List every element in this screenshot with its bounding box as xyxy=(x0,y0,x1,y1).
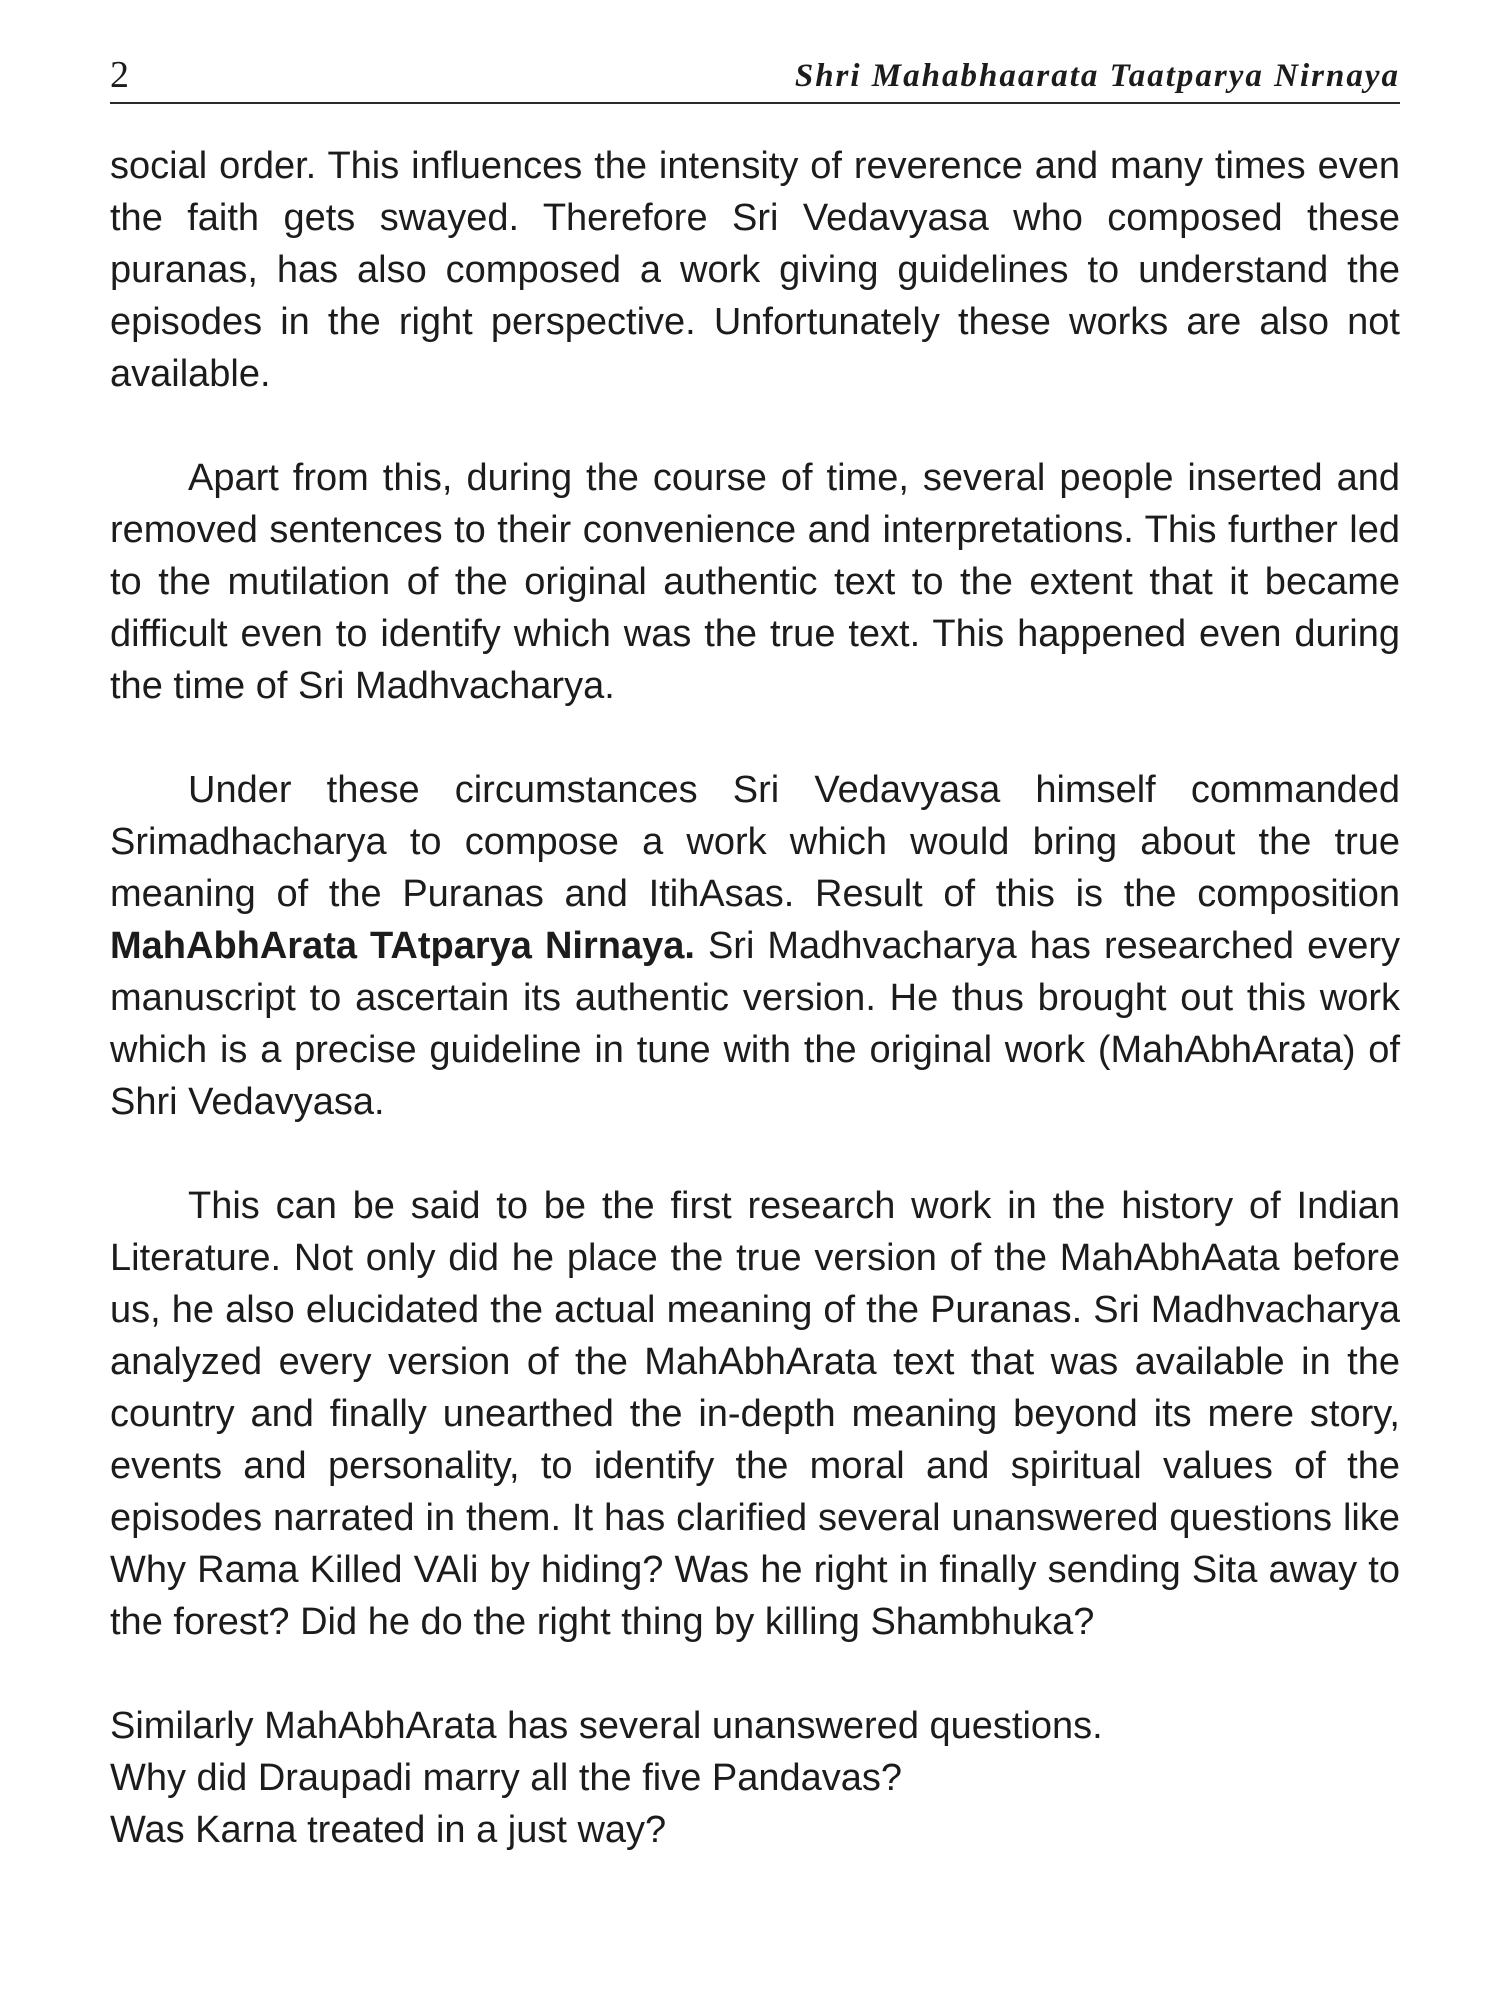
running-title: Shri Mahabhaarata Taatparya Nirnaya xyxy=(794,58,1400,94)
paragraph-composition xyxy=(110,764,1400,1128)
paragraph-mutilation: Apart from this, during the course of time, several people inserted and removed sentences to their convenience and interpretations. This further led to the mutilation of the original authentic text to the extent that it became difficult even to identify which was the true text. This happened even during the time of Sri Madhvacharya. xyxy=(110,457,1400,707)
paragraph-research-work: This can be said to be the first research work in the history of Indian Literature. Not only did he place the true version of the MahAbhAata before us, he also elucidated the actual meaning of the Puranas. Sri Madhvacharya analyzed every version of the MahAbhArata text that was available in the country and finally unearthed the in-depth meaning beyond its mere story, events and personality, to identify the moral and spiritual values of the episodes narrated in them. It has clarified several unanswered questions like Why Rama Killed VAli by hiding? Was he right in finally sending Sita away to the forest? Did he do the right thing by killing Shambhuka? xyxy=(110,1185,1400,1643)
closing-line: Why did Draupadi marry all the five Pandavas? xyxy=(110,1757,903,1799)
paragraph-composition-text-before: Under these circumstances Sri Vedavyasa himself commanded Srimadhacharya to compose a work which would bring about the true meaning of the Puranas and ItihAsas. Result of this is the composition xyxy=(110,769,1400,915)
closing-line: Was Karna treated in a just way? xyxy=(110,1809,667,1851)
paragraph-composition-text-after: Sri Madhvacharya has researched every manuscript to ascertain its authentic version. He thus brought out this work which is a precise guideline in tune with the original work (MahAbhArata) of Shri Vedavyasa. xyxy=(110,925,1401,1123)
body-text xyxy=(110,140,1400,1856)
page-number: 2 xyxy=(110,54,129,96)
page-header xyxy=(110,52,1400,104)
work-title-bold: MahAbhArata TAtparya Nirnaya. xyxy=(110,925,695,967)
paragraph-social-order: social order. This influences the intensity of reverence and many times even the faith gets swayed. Therefore Sri Vedavyasa who composed these puranas, has also composed a work giving guidelines to understand the episodes in the right perspective. Unfortunately these works are also not available. xyxy=(110,145,1400,395)
closing-questions xyxy=(110,1700,1400,1856)
book-page xyxy=(110,52,1400,1856)
closing-line: Similarly MahAbhArata has several unanswered questions. xyxy=(110,1705,1103,1747)
